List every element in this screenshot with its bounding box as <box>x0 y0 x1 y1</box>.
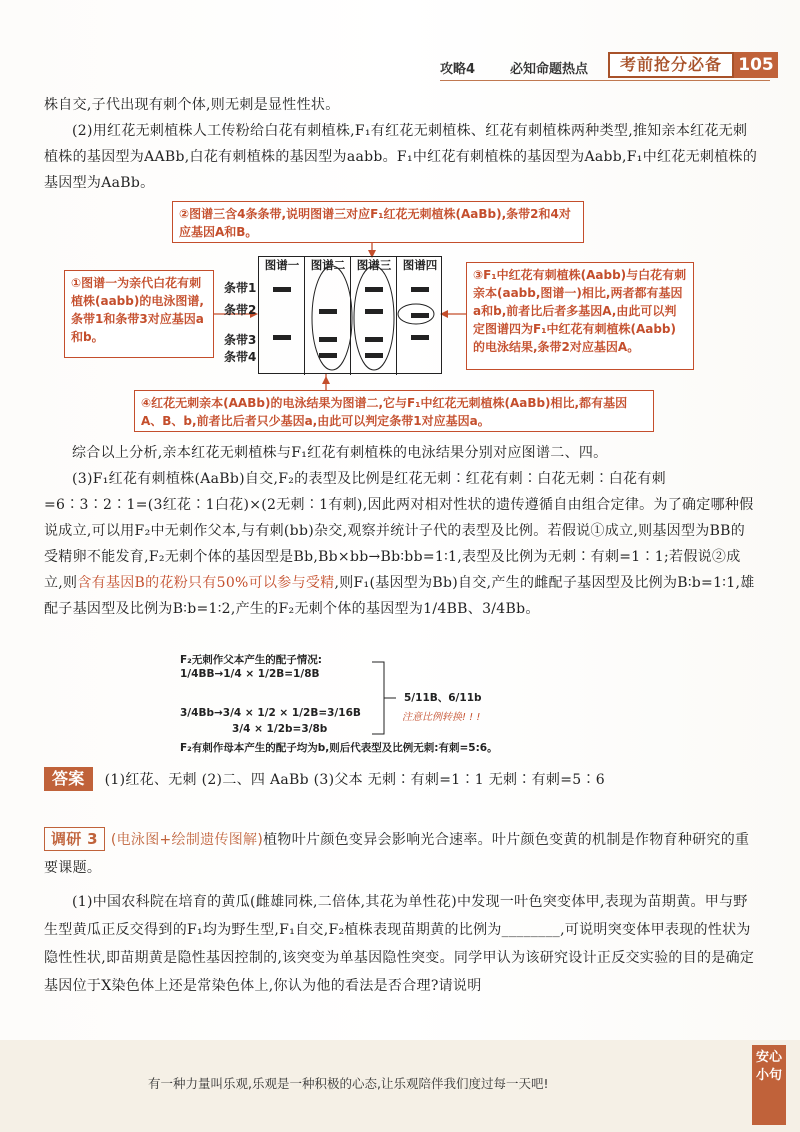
page-number: 105 <box>734 52 778 78</box>
annotation-box-4: ④红花无刺亲本(AABb)的电泳结果为图谱二,它与F₁中红花无刺植株(AaBb)相比,都有基因A、B、b,前者比后者只少基因a,由此可以判定条带1对应基因a。 <box>134 390 654 432</box>
paragraph-2: (2)用红花无刺植株人工传粉给白花有刺植株,F₁有红花无刺植株、红花有刺植株两种类型,推知亲本红花无刺植株的基因型为AABb,白花有刺植株的基因型为aabb。F₁中红花有刺植株的基因型为Aabb,F₁中红花无刺植株的基因型为AaBb。 <box>44 123 758 191</box>
annotation-box-3: ③F₁中红花有刺植株(Aabb)与白花有刺亲本(aabb,图谱一)相比,两者都有基因a和b,前者比后者多基因A,由此可以判定图谱四为F₁中红花有刺植株(Aabb)的电泳结果,条带2对应基因A。 <box>466 262 694 370</box>
paragraph-1: 株自交,子代出现有刺个体,则无刺是显性性状。 <box>44 97 340 113</box>
band-col1-lane3 <box>273 335 291 340</box>
band-col1-lane1 <box>273 287 291 292</box>
note-ratio: 5/11B、6/11b <box>404 692 482 704</box>
strategy-label: 攻略4 <box>440 62 476 77</box>
band-col2-lane4 <box>319 353 337 358</box>
brand-label: 考前抢分必备 <box>608 52 734 78</box>
lane-label-1: 条带1 <box>224 281 257 295</box>
lane-label-3: 条带3 <box>224 333 257 347</box>
note-line-4: 3/4 × 1/2b=3/8b <box>232 723 328 735</box>
gel-header-4: 图谱四 <box>402 258 438 272</box>
annotation-box-2: ②图谱三含4条条带,说明图谱三对应F₁红花无刺植株(AaBb),条带2和4对应基因A和B。 <box>172 201 584 243</box>
lane-label-4: 条带4 <box>224 350 257 364</box>
note-brace <box>370 660 400 740</box>
note-line-3: 3/4Bb→3/4 × 1/2 × 1/2B=3/16B <box>180 707 361 719</box>
band-col4-lane3 <box>411 335 429 340</box>
research-intro: 植物叶片颜色变异会影响光合速率。叶片颜色变黄的机制是作物育种研究的重要课题。 <box>44 832 750 876</box>
section-title: 必知命题热点 <box>510 62 589 77</box>
band-col3-lane2 <box>365 309 383 314</box>
band-col2-lane3 <box>319 337 337 342</box>
paragraph-4 <box>44 466 758 622</box>
answer-tag: 答案 <box>44 767 93 791</box>
page-footer <box>0 1040 800 1132</box>
note-line-1: F₂无刺作父本产生的配子情况: <box>180 654 322 666</box>
research-tag: 调研 3 <box>44 827 105 851</box>
band-col3-lane1 <box>365 287 383 292</box>
diagram-arrows <box>0 0 800 460</box>
answer-text: (1)红花、无刺 (2)二、四 AaBb (3)父本 无刺∶有刺=1∶1 无刺∶有刺=5∶6 <box>104 772 605 788</box>
paragraph-4-highlight: 含有基因B的花粉只有50%可以参与受精 <box>77 575 335 591</box>
band-col2-lane2 <box>319 309 337 314</box>
lane-label-2: 条带2 <box>224 303 257 317</box>
band-col3-lane4 <box>365 353 383 358</box>
gel-column-1 <box>259 257 305 375</box>
note-line-2: 1/4BB→1/4 × 1/2B=1/8B <box>180 668 320 680</box>
gel-header-3: 图谱三 <box>356 258 392 272</box>
paragraph-4-part-b: ,则F₁(基因型为Bb)自交,产生的雌配子基因型及比例为B∶b=1∶1,雄配子基因型及比例为B∶b=1∶2,产生的F₂无刺个体的基因型为1/4BB、3/4Bb。 <box>44 575 755 617</box>
paragraph-3: 综合以上分析,亲本红花无刺植株与F₁红花有刺植株的电泳结果分别对应图谱二、四。 <box>72 445 608 461</box>
answer-block <box>44 766 758 794</box>
gel-header-1: 图谱一 <box>264 258 300 272</box>
research-subtitle: (电泳图+绘制遗传图解) <box>110 832 264 848</box>
research-block <box>44 826 758 882</box>
research-question-1: (1)中国农科院在培育的黄瓜(雌雄同株,二倍体,其花为单性花)中发现一叶色突变体甲,表现为苗期黄。甲与野生型黄瓜正反交得到的F₁均为野生型,F₁自交,F₂植株表现苗期黄的比例为________,可说明突变体甲表现的性状为隐性性状,即苗期黄是隐性基因控制的,该突变为单基因隐性突变。同学甲认为该研究设计正反交实验的目的是确定基因位于X染色体上还是常染色体上,你认为他的看法是否合理?请说明 <box>44 894 755 994</box>
band-col4-lane1 <box>411 287 429 292</box>
note-line-5: F₂有刺作母本产生的配子均为b,则后代表型及比例无刺:有刺=5:6。 <box>180 742 498 754</box>
band-col4-lane2 <box>411 313 429 318</box>
gel-electrophoresis <box>258 256 442 374</box>
paragraph-4-part-a: (3)F₁红花有刺植株(AaBb)自交,F₂的表型及比例是红花无刺∶红花有刺∶白花无刺∶白花有刺=6∶3∶2∶1=(3红花∶1白花)×(2无刺∶1有刺),因此两对相对性状的遗传遵循自由组合定律。为了确定哪种假说成立,可以用F₂中无刺作父本,与有刺(bb)杂交,观察并统计子代的表型及比例。若假说①成立,则基因型为BB的受精卵不能发育,F₂无刺个体的基因型是Bb,Bb×bb→Bb∶bb=1∶1,表型及比例为无刺∶有刺=1∶1;若假说②成立,则 <box>44 471 754 591</box>
footer-quote: 有一种力量叫乐观,乐观是一种积极的心态,让乐观陪伴我们度过每一天吧! <box>148 1076 549 1091</box>
gel-header-2: 图谱二 <box>310 258 346 272</box>
note-handwritten: 注意比例转换! ! ! <box>402 712 481 723</box>
footer-side-tag: 安心小句 <box>752 1045 786 1125</box>
band-col3-lane3 <box>365 337 383 342</box>
annotation-box-1: ①图谱一为亲代白花有刺植株(aabb)的电泳图谱,条带1和条带3对应基因a和b。 <box>64 270 214 358</box>
